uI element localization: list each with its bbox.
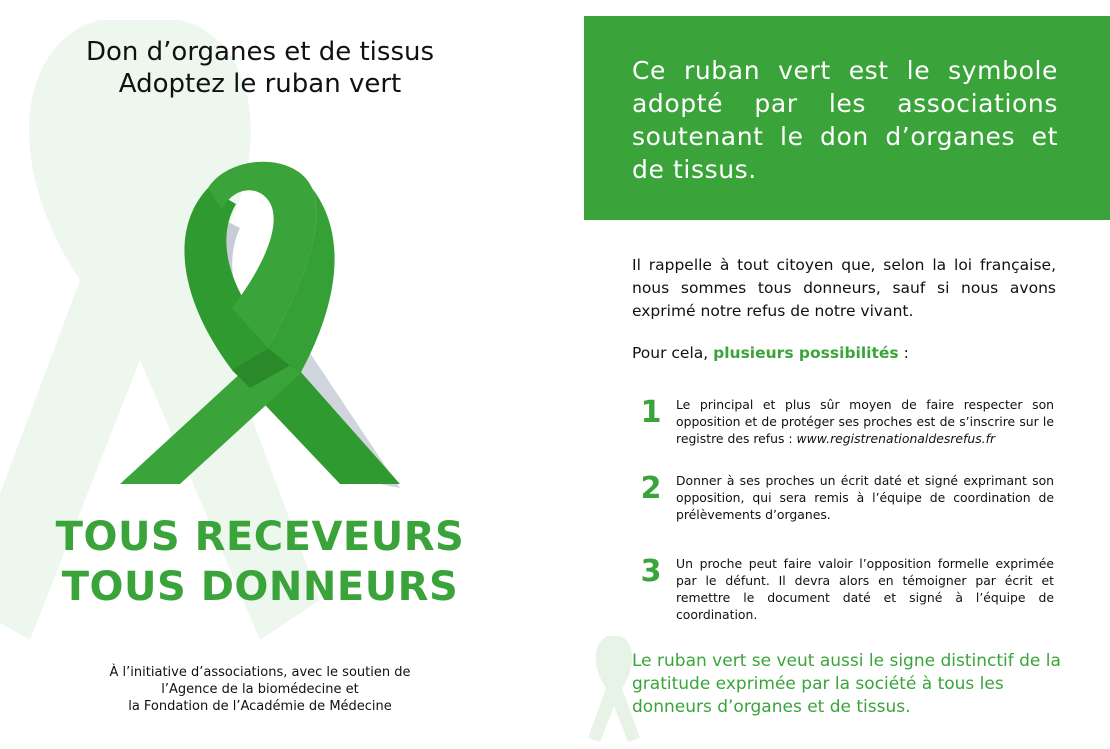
credits-line-2: l’Agence de la biomédecine et	[161, 682, 359, 697]
credits	[0, 664, 520, 715]
title-line-1: Don d’organes et de tissus	[85, 37, 435, 67]
possibilities-suffix: :	[903, 344, 909, 362]
left-title	[0, 36, 520, 100]
item-number: 1	[640, 395, 662, 430]
item-text: Donner à ses proches un écrit daté et signé exprimant son opposition, qui sera remis à l’équipe de coordination de prélèvements d’organes.	[676, 473, 1054, 522]
green-banner	[584, 16, 1110, 220]
title-line-2: Adoptez le ruban vert	[118, 69, 402, 99]
credits-line-1: À l’initiative d’associations, avec le soutien de	[109, 665, 411, 680]
banner-text: Ce ruban vert est le symbole adopté par les associations soutenant le don d’organes et de tissus.	[632, 56, 1058, 184]
intro-paragraph: Il rappelle à tout citoyen que, selon la loi française, nous sommes tous donneurs, sauf si nous avons exprimé notre refus de notre vivant.	[632, 256, 1056, 320]
item-text: Un proche peut faire valoir l’opposition formelle exprimée par le défunt. Il devra alors en témoigner par écrit et remettre le document daté et signé à l’équipe de coordination.	[676, 556, 1054, 622]
green-ribbon-icon	[100, 148, 420, 500]
credits-line-3: la Fondation de l’Académie de Médecine	[128, 699, 392, 714]
item-number: 2	[640, 471, 662, 506]
possibilities-heading	[632, 342, 1056, 365]
item-text	[676, 396, 1054, 447]
left-panel	[0, 0, 520, 749]
item-number: 3	[640, 554, 662, 589]
slogan-line-1: TOUS RECEVEURS	[55, 514, 465, 560]
slogan-line-2: TOUS DONNEURS	[61, 564, 459, 610]
item-text-body: Le principal et plus sûr moyen de faire respecter son opposition et de protéger ses proches est de s’inscrire sur le registre des refus :	[676, 397, 1054, 446]
closing-statement: Le ruban vert se veut aussi le signe distinctif de la gratitude exprimée par la société à tous les donneurs d’organes et de tissus.	[632, 651, 1061, 717]
registry-link[interactable]: www.registrenationaldesrefus.fr	[796, 431, 996, 446]
slogan	[0, 512, 520, 612]
possibilities-highlight: plusieurs possibilités	[713, 344, 899, 362]
possibilities-prefix: Pour cela,	[632, 344, 709, 362]
